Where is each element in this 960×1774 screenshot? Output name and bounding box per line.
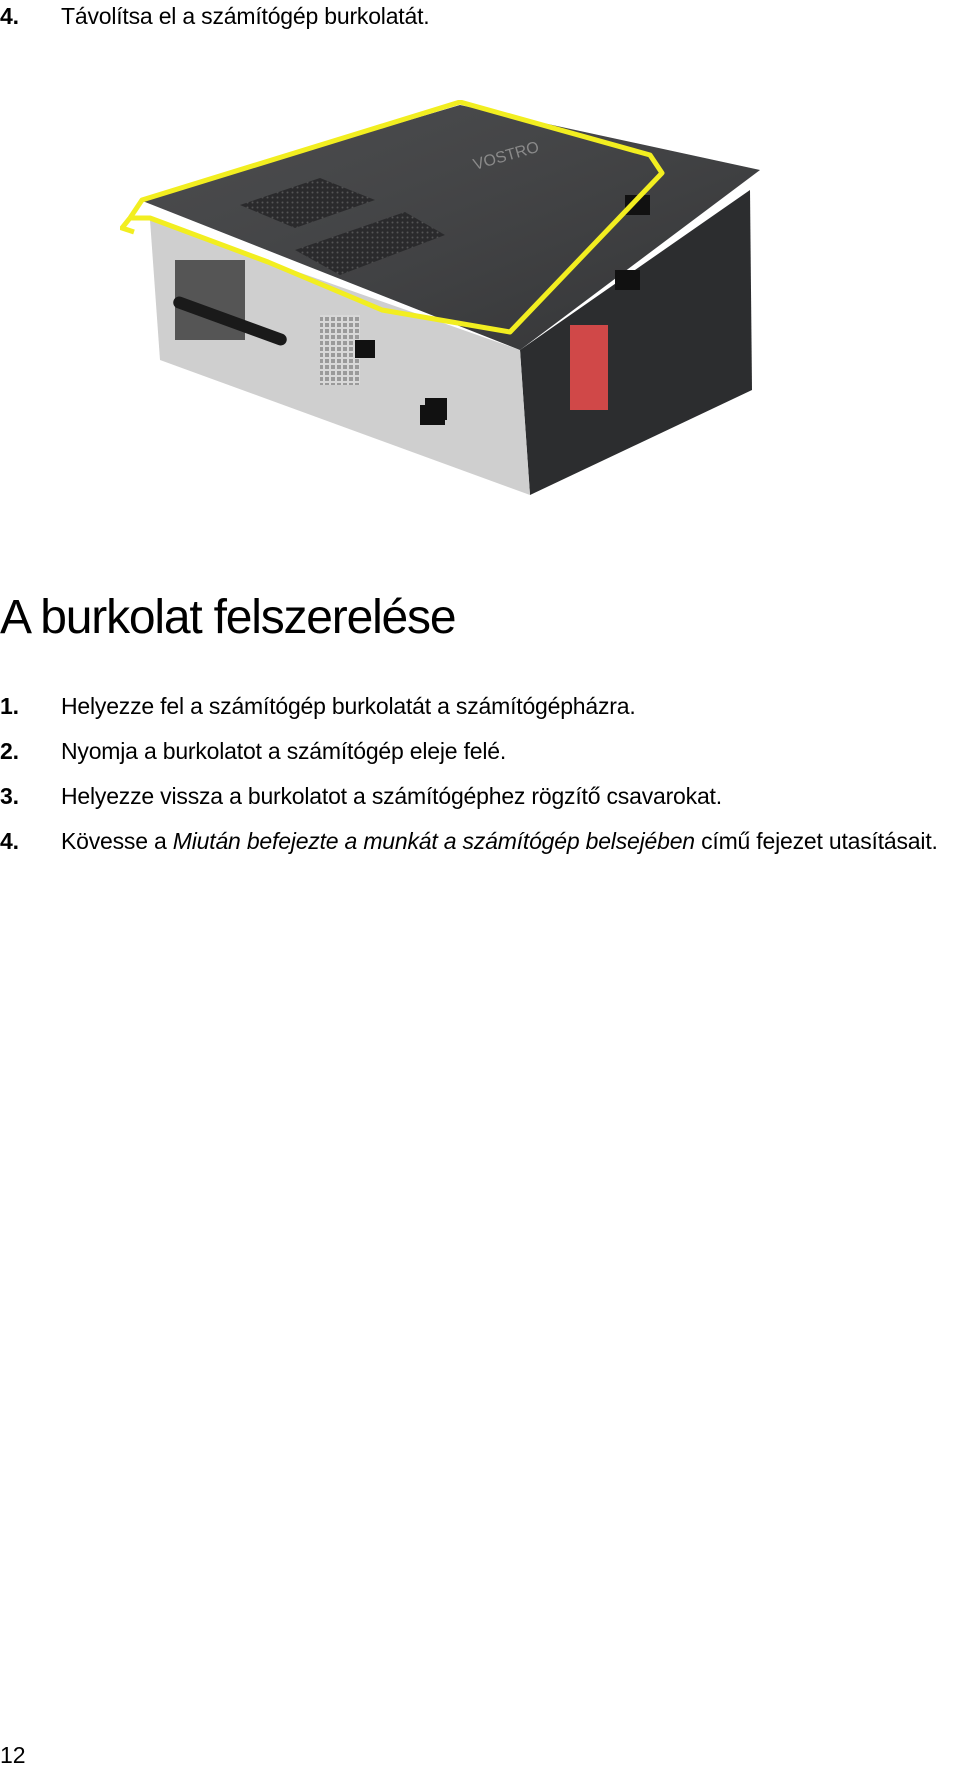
- side-label: [570, 325, 608, 410]
- computer-cover-image: [120, 100, 780, 520]
- step-text: Nyomja a burkolatot a számítógép eleje felé.: [61, 738, 507, 764]
- power-socket: [355, 340, 375, 358]
- step-number: 4.: [0, 3, 19, 29]
- step-text-suffix: című fejezet utasításait.: [694, 828, 938, 854]
- step-text-prefix: Kövesse a: [61, 828, 173, 854]
- section-title: A burkolat felszerelése: [0, 591, 456, 644]
- step-number: 2.: [0, 738, 19, 764]
- step-number: 1.: [0, 693, 19, 719]
- step-text: [61, 825, 960, 857]
- computer-illustration: [120, 100, 780, 520]
- step-text: Távolítsa el a számítógép burkolatát.: [61, 3, 430, 29]
- step-text: Helyezze vissza a burkolatot a számítógéphez rögzítő csavarokat.: [61, 783, 722, 809]
- brand-logo-text: VOSTRO: [471, 138, 542, 174]
- step-number: 4.: [0, 828, 19, 854]
- chapter-reference: Miután befejezte a munkát a számítógép belsejében: [172, 828, 695, 854]
- step-text: Helyezze fel a számítógép burkolatát a számítógépházra.: [61, 693, 636, 719]
- page-number: 12: [0, 1742, 26, 1768]
- psu-vents: [320, 315, 360, 385]
- step-number: 3.: [0, 783, 19, 809]
